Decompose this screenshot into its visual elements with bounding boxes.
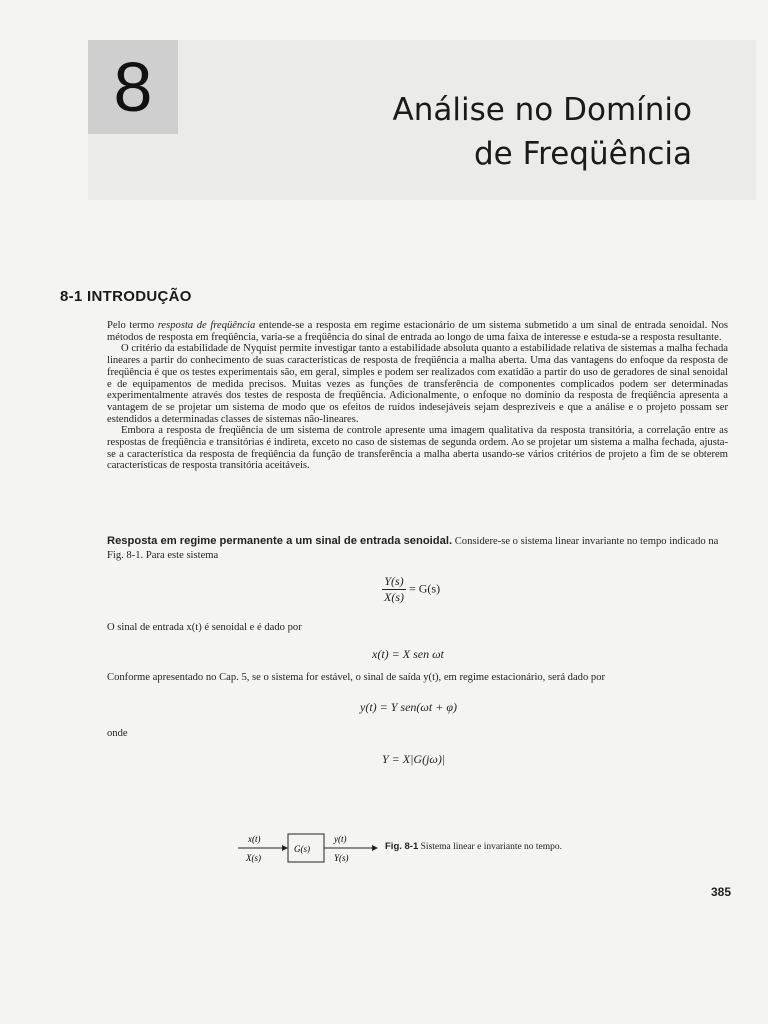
p1-text-a: Pelo termo (107, 320, 158, 331)
output-s-label: Y(s) (334, 853, 349, 863)
input-s-label: X(s) (246, 853, 261, 863)
equation-output: y(t) = Y sen(ωt + φ) (360, 700, 457, 714)
onde-text: onde (107, 728, 128, 739)
chapter-title-line2: de Freqüência (473, 136, 692, 172)
input-arrowhead (282, 845, 288, 851)
chapter-title (393, 88, 693, 176)
equation-amplitude: Y = X|G(jω)| (382, 752, 446, 766)
chapter-number: 8 (88, 40, 178, 134)
page-number: 385 (710, 885, 731, 899)
output-time-label: y(t) (334, 834, 347, 844)
paragraph-3: Embora a resposta de freqüência de um sistema de controle apresente uma imagem qualitativa da resposta transitória, a correlação entre as respostas de freqüência e transitórias é indireta, exceto no caso de sistemas de segunda ordem. Ao se projetar um sistema a malha fechada, ajusta-se a característica da resposta de freqüência da função de transferência a malha aberta usando-se vários critérios de projeto a fim de se obterem características de resposta transitória aceitáveis. (107, 425, 728, 472)
conforme-text: Conforme apresentado no Cap. 5, se o sistema for estável, o sinal de saída y(t), em regime estacionário, será dado por (107, 672, 606, 683)
fraction-numerator: Y(s) (382, 574, 406, 590)
fraction (382, 574, 406, 605)
input-signal-text: O sinal de entrada x(t) é senoidal e é dado por (107, 622, 302, 633)
intro-body (107, 320, 728, 472)
subsection-text: Considere-se o sistema linear invariante no tempo indicado na Fig. 8-1. Para este sistema (107, 536, 719, 561)
output-arrowhead (372, 845, 378, 851)
equation-input: x(t) = X sen ωt (372, 647, 444, 661)
block-diagram (230, 828, 750, 878)
p1-text-b: entende-se a resposta em regime estacionário de um sistema submetido a um sinal de entrada senoidal. Nos métodos de resposta em freqüência, varia-se a freqüência do sinal de entrada ao longo de uma faixa de interesse e estuda-se a resposta resultante. (107, 320, 729, 343)
paragraph-2: O critério da estabilidade de Nyquist permite investigar tanto a estabilidade absoluta quanto a estabilidade relativa de sistemas a malha fechada lineares a partir do conhecimento de suas características de resposta de freqüência a malha aberta. Uma das vantagens do enfoque da resposta de freqüência é que os testes experimentais são, em geral, simples e podem ser realizados com exatidão a partir do uso de geradores de sinal senoidal e de equipamentos de medida precisos. Muitas vezes as funções de transferência de componentes complicados podem ser determinadas experimentalmente através dos testes de resposta de freqüência. Adicionalmente, o enfoque no domínio da resposta de freqüência apresenta a vantagem de se projetar um sistema de modo que os efeitos de ruídos indesejáveis sejam desprezíveis e que a análise e o projeto possam ser estendidos a determinadas classes de sistemas não-lineares. (107, 343, 728, 425)
equation-transfer-function (382, 574, 440, 605)
equation-rhs: = G(s) (409, 581, 441, 596)
figure-caption (385, 841, 570, 853)
chapter-title-line1: Análise no Domínio (392, 92, 692, 128)
figure-caption-label: Fig. 8-1 (385, 841, 419, 852)
block-label: G(s) (294, 844, 310, 854)
fraction-denominator: X(s) (384, 590, 404, 604)
p1-emphasis: resposta de freqüência (157, 320, 256, 331)
input-time-label: x(t) (248, 834, 261, 844)
subsection-heading: Resposta em regime permanente a um sinal de entrada senoidal. (107, 535, 453, 547)
section-heading: 8-1 INTRODUÇÃO (60, 288, 192, 305)
paragraph-1 (107, 320, 728, 343)
subsection (107, 534, 728, 563)
figure-caption-text: Sistema linear e invariante no tempo. (418, 842, 563, 852)
